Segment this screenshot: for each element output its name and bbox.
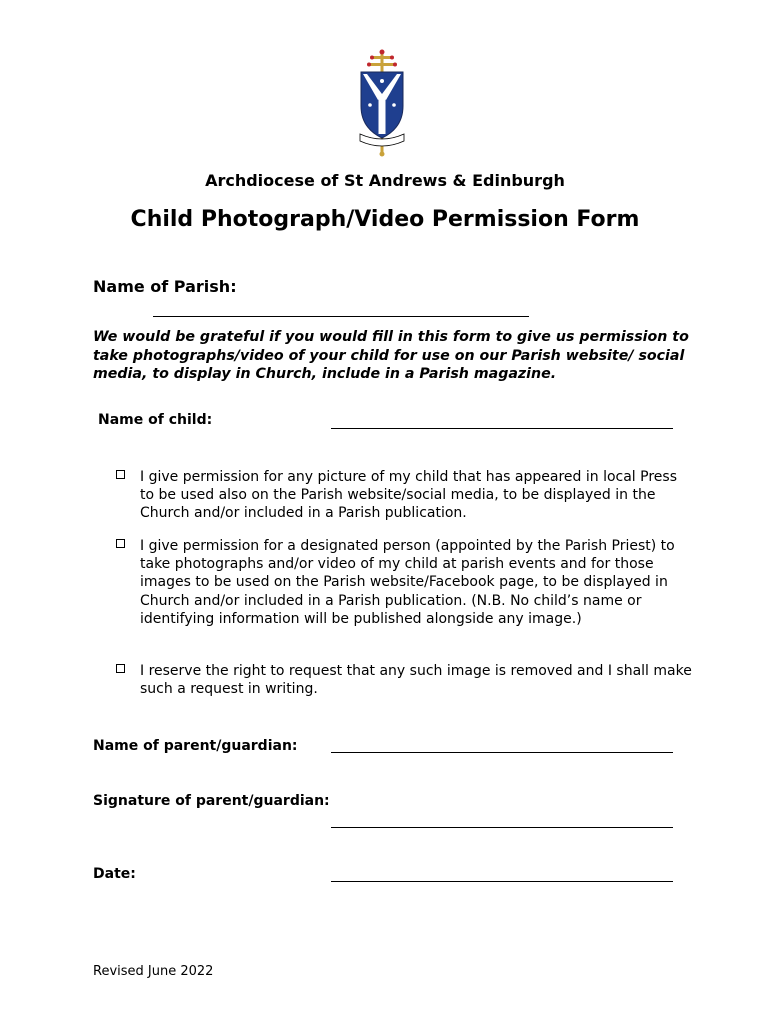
checkbox[interactable] [116, 664, 125, 673]
permission-option-text: I reserve the right to request that any such image is removed and I shall make such a request in writing. [140, 663, 692, 698]
permission-option-text: I give permission for any picture of my child that has appeared in local Press to be used also on the Parish website/social media, to be displayed in the Church and/or included in a Parish publication. [140, 469, 677, 522]
child-name-field[interactable] [331, 428, 673, 429]
archdiocese-crest-logo [356, 48, 408, 158]
guardian-name-label: Name of parent/guardian: [93, 738, 298, 754]
checkbox[interactable] [116, 539, 125, 548]
form-title: Child Photograph/Video Permission Form [130, 207, 640, 232]
intro-text: We would be grateful if you would fill in this form to give us permission to take photographs/video of your child for use on our Parish website/ social media, to display in Church, include in a Parish magazine. [93, 329, 689, 382]
guardian-signature-field[interactable] [331, 827, 673, 828]
organization-name: Archdiocese of St Andrews & Edinburgh [205, 171, 565, 190]
permission-option-text: I give permission for a designated person (appointed by the Parish Priest) to take photographs and/or video of my child at parish events and for those images to be used on the Parish website/Facebook page, to be displayed in Church and/or included in a Parish publication. (N.B. No child’s name or identifying information will be published alongside any image.) [140, 538, 675, 627]
guardian-name-field[interactable] [331, 752, 673, 753]
date-label: Date: [93, 866, 136, 882]
checkbox[interactable] [116, 470, 125, 479]
guardian-signature-label: Signature of parent/guardian: [93, 793, 330, 809]
parish-name-label: Name of Parish: [93, 277, 237, 296]
revision-note: Revised June 2022 [93, 964, 214, 979]
child-name-label: Name of child: [98, 412, 213, 428]
date-field[interactable] [331, 881, 673, 882]
parish-name-field[interactable] [153, 316, 529, 317]
